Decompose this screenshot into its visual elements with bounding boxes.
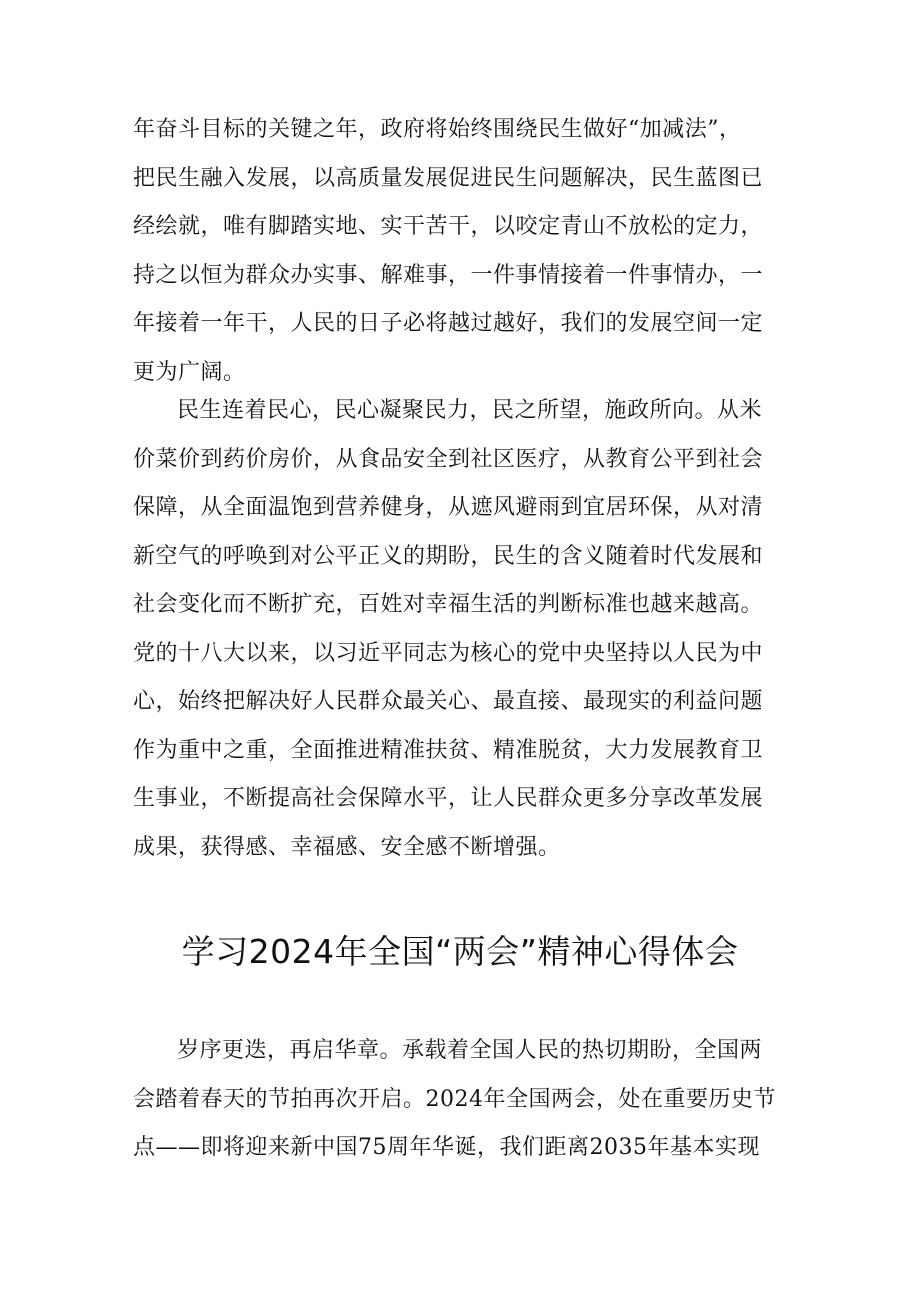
paragraph-line: 更为广阔。 [133, 359, 246, 385]
paragraph-line: 会踏着春天的节拍再次开启。2024年全国两会，处在重要历史节 [133, 1086, 776, 1112]
paragraph-line: 年接着一年干，人民的日子必将越过越好，我们的发展空间一定 [133, 311, 764, 336]
paragraph-line: 党的十八大以来，以习近平同志为核心的党中央坚持以人民为中 [133, 640, 764, 666]
paragraph-1 [133, 106, 793, 397]
paragraph-line: 点——即将迎来新中国75周年华诞，我们距离2035年基本实现 [133, 1135, 760, 1160]
paragraph-line: 价菜价到药价房价，从食品安全到社区医疗，从教育公平到社会 [133, 446, 764, 472]
section-title: 学习2024年全国“两会”精神心得体会 [181, 932, 739, 971]
paragraph-line: 持之以恒为群众办实事、解难事，一件事情接着一件事情办，一 [133, 262, 764, 288]
paragraph-line: 岁序更迭，再启华章。承载着全国人民的热切期盼，全国两 [177, 1038, 763, 1063]
paragraph-line: 社会变化而不断扩充，百姓对幸福生活的判断标准也越来越高。 [133, 592, 764, 617]
paragraph-line: 新空气的呼唤到对公平正义的期盼，民生的含义随着时代发展和 [133, 543, 764, 569]
paragraph-line: 年奋斗目标的关键之年，政府将始终围绕民生做好“加减法”， [133, 117, 742, 142]
paragraph-line: 民生连着民心，民心凝聚民力，民之所望，施政所向。从米 [177, 398, 763, 423]
paragraph-line: 把民生融入发展，以高质量发展促进民生问题解决，民生蓝图已 [133, 165, 764, 191]
paragraph-line: 成果，获得感、幸福感、安全感不断增强。 [133, 834, 561, 860]
paragraph-line: 经绘就，唯有脚踏实地、实干苦干，以咬定青山不放松的定力， [133, 214, 764, 239]
paragraph-line: 心，始终把解决好人民群众最关心、最直接、最现实的利益问题 [133, 689, 764, 714]
paragraph-3 [133, 1027, 793, 1173]
paragraph-line: 生事业，不断提高社会保障水平，让人民群众更多分享改革发展 [133, 786, 764, 811]
paragraph-2 [133, 387, 793, 872]
paragraph-line: 作为重中之重，全面推进精准扶贫、精准脱贫，大力发展教育卫 [133, 737, 764, 763]
paragraph-line: 保障，从全面温饱到营养健身，从遮风避雨到宜居环保，从对清 [133, 495, 764, 520]
